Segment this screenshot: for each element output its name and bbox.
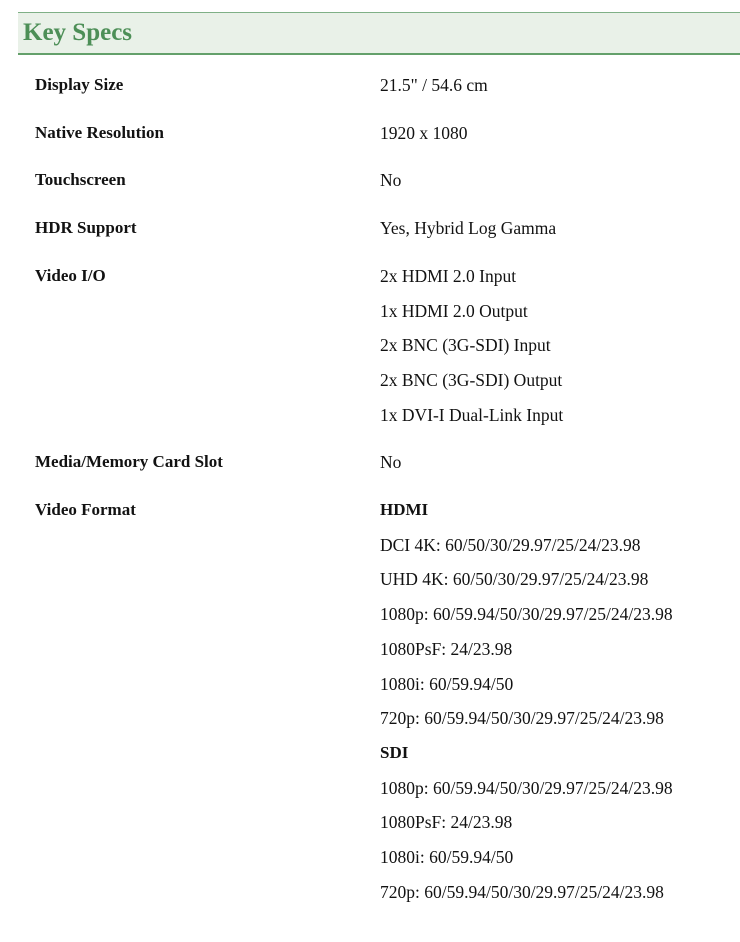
- spec-value-line: 1x DVI-I Dual-Link Input: [380, 404, 564, 425]
- spec-value-line: UHD 4K: 60/50/30/29.97/25/24/23.98: [380, 569, 649, 590]
- spec-value-line: 2x BNC (3G-SDI) Output: [380, 369, 563, 390]
- spec-row-hdr-support: [35, 211, 740, 246]
- spec-label: Video I/O: [35, 265, 106, 285]
- spec-value-line: No: [380, 170, 402, 191]
- spec-row-native-resolution: [35, 116, 740, 151]
- spec-value: [380, 163, 740, 198]
- spec-value: [380, 68, 740, 103]
- spec-value-line: 1920 x 1080: [380, 122, 468, 143]
- spec-row-video-format: [35, 493, 740, 909]
- spec-label: Video Format: [35, 500, 136, 520]
- spec-table: [35, 68, 740, 909]
- spec-label: Touchscreen: [35, 170, 126, 190]
- spec-value-line: 1080p: 60/59.94/50/30/29.97/25/24/23.98: [380, 777, 673, 798]
- spec-value-line: DCI 4K: 60/50/30/29.97/25/24/23.98: [380, 534, 641, 555]
- spec-value-line: 1080i: 60/59.94/50: [380, 673, 514, 694]
- spec-value-line: 1080p: 60/59.94/50/30/29.97/25/24/23.98: [380, 604, 673, 625]
- spec-row-display-size: [35, 68, 740, 103]
- spec-label: Native Resolution: [35, 122, 164, 142]
- spec-value-line: 2x HDMI 2.0 Input: [380, 265, 517, 286]
- spec-value-line: 2x BNC (3G-SDI) Input: [380, 335, 551, 356]
- spec-value: [380, 259, 740, 433]
- spec-label: Media/Memory Card Slot: [35, 452, 223, 472]
- spec-value-subheading-hdmi: HDMI: [380, 500, 429, 520]
- spec-value: [380, 445, 740, 480]
- spec-label: Display Size: [35, 75, 124, 94]
- spec-value: [380, 116, 740, 151]
- spec-value: [380, 493, 740, 909]
- page-title: Key Specs: [23, 19, 133, 46]
- spec-value-line: Yes, Hybrid Log Gamma: [380, 218, 557, 239]
- spec-label: HDR Support: [35, 218, 137, 238]
- spec-value-line: 1x HDMI 2.0 Output: [380, 300, 528, 321]
- spec-value-line: 21.5" / 54.6 cm: [380, 75, 488, 95]
- spec-row-touchscreen: [35, 163, 740, 198]
- spec-row-video-io: [35, 259, 740, 433]
- spec-value: [380, 211, 740, 246]
- key-specs-header-band: [18, 12, 740, 55]
- spec-row-media-card-slot: [35, 445, 740, 480]
- spec-value-subheading-sdi: SDI: [380, 742, 409, 762]
- spec-value-line: No: [380, 452, 402, 473]
- spec-value-line: 720p: 60/59.94/50/30/29.97/25/24/23.98: [380, 708, 664, 729]
- spec-value-line: 720p: 60/59.94/50/30/29.97/25/24/23.98: [380, 881, 664, 902]
- spec-value-line: 1080i: 60/59.94/50: [380, 847, 514, 868]
- spec-value-line: 1080PsF: 24/23.98: [380, 638, 513, 659]
- spec-value-line: 1080PsF: 24/23.98: [380, 812, 513, 833]
